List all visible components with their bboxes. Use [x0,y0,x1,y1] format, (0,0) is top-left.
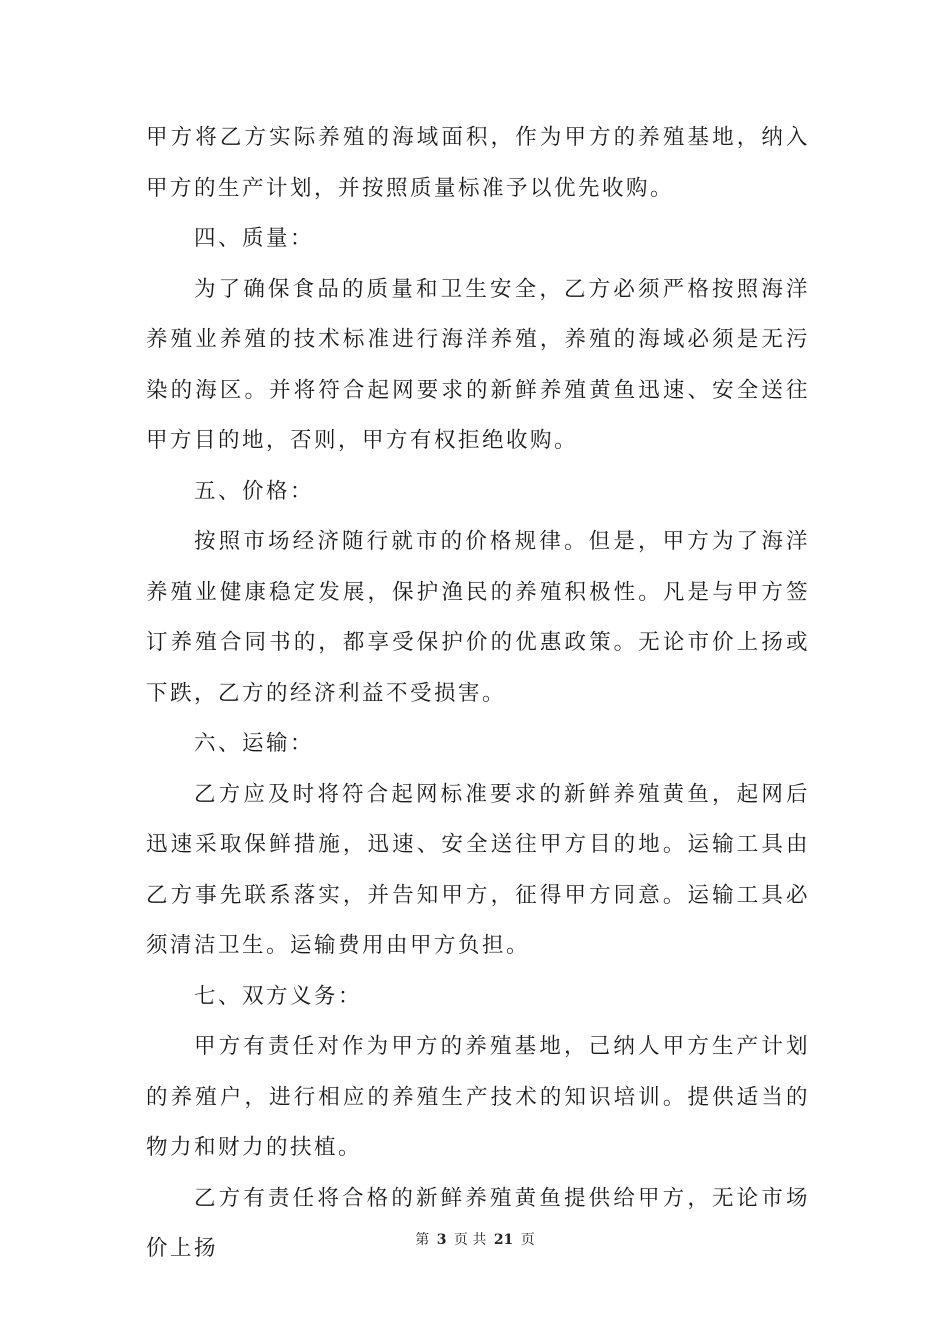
paragraph-transport: 乙方应及时将符合起网标准要求的新鲜养殖黄鱼，起网后迅速采取保鲜措施，迅速、安全送往甲方目的地。运输工具由乙方事先联系落实，并告知甲方，征得甲方同意。运输工具必须清洁卫生。运输费用由甲方负担。 [146,781,810,958]
paragraph-obligation-party-b: 乙方有责任将合格的新鲜养殖黄鱼提供给甲方，无论市场价上扬 [146,1185,810,1261]
footer-total-pages: 21 [493,1232,514,1248]
heading-transport: 六、运输： [194,731,315,756]
paragraph-quality: 为了确保食品的质量和卫生安全，乙方必须严格按照海洋养殖业养殖的技术标准进行海洋养殖，养殖的海域必须是无污染的海区。并将符合起网要求的新鲜养殖黄鱼迅速、安全送往甲方目的地，否则，甲方有权拒绝收购。 [146,276,810,453]
paragraph-price: 按照市场经济随行就市的价格规律。但是，甲方为了海洋养殖业健康稳定发展，保护渔民的养殖积极性。凡是与甲方签订养殖合同书的，都享受保护价的优惠政策。无论市价上扬或下跌，乙方的经济利益不受损害。 [146,529,810,706]
document-body [146,113,810,1275]
page-footer [0,1230,950,1250]
heading-obligations: 七、双方义务： [194,983,363,1009]
footer-prefix: 第 [415,1232,430,1248]
heading-quality: 四、质量： [194,226,315,251]
heading-price: 五、价格： [194,478,315,504]
footer-suffix: 页 [520,1232,535,1248]
footer-current-page: 3 [436,1232,447,1248]
footer-middle: 页 共 [453,1232,487,1248]
paragraph-obligation-party-a: 甲方有责任对作为甲方的养殖基地，己纳人甲方生产计划的养殖户，进行相应的养殖生产技术的知识培训。提供适当的物力和财力的扶植。 [146,1034,810,1160]
paragraph-intro: 甲方将乙方实际养殖的海域面积，作为甲方的养殖基地，纳入甲方的生产计划，并按照质量标准予以优先收购。 [146,125,810,201]
